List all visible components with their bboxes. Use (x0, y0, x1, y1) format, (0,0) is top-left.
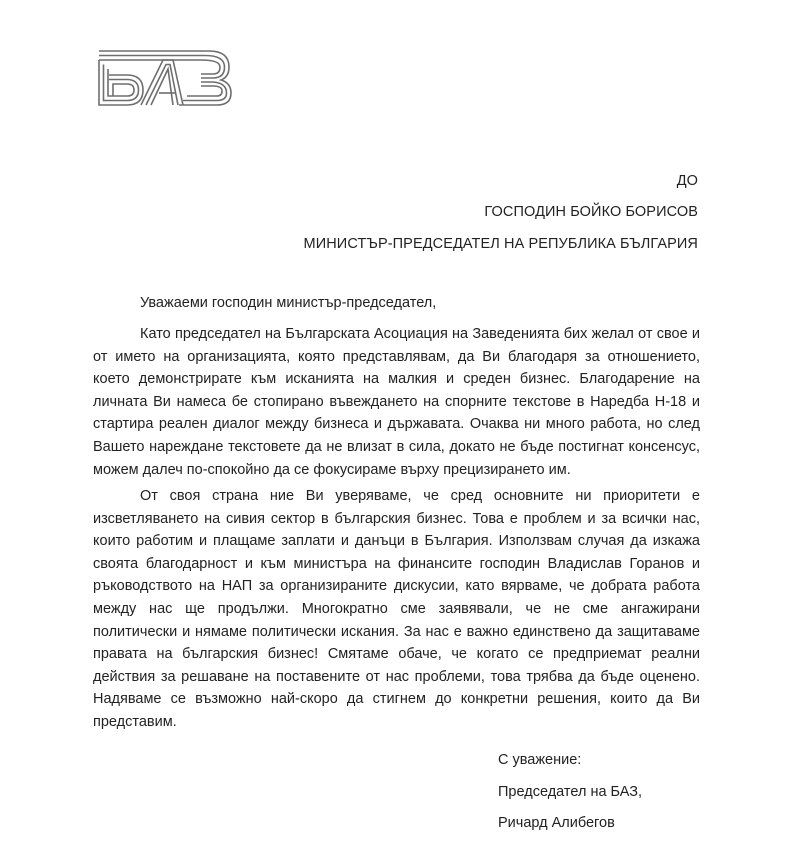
addressee-name: ГОСПОДИН БОЙКО БОРИСОВ (484, 204, 698, 220)
signature-closing: С уважение: (498, 752, 582, 768)
salutation: Уважаеми господин министър-председател, (140, 295, 437, 311)
addressee-title: МИНИСТЪР-ПРЕДСЕДАТЕЛ НА РЕПУБЛИКА БЪЛГАРИЯ (303, 236, 698, 252)
addressee-to: ДО (676, 173, 698, 189)
signature-name: Ричард Алибегов (498, 815, 615, 831)
baz-logo (97, 48, 235, 108)
paragraph-1: Като председател на Българската Асоциация на Заведенията бих желал от свое и от името на организацията, която представлявам, да Ви благодаря за отношението, което демонстрирате към исканията на малкия и среден бизнес. Благодарение на личната Ви намеса бе стопирано въвеждането на спорните текстове в Наредба Н-18 и стартира реален диалог между бизнеса и държавата. Очаква ни много работа, но след Вашето нареждане текстовете да не влизат в сила, докато не бъде постигнат консенсус, можем далеч по-спокойно да се фокусираме върху прецизирането им. (93, 326, 700, 478)
paragraph-2: От своя страна ние Ви уверяваме, че сред основните ни приоритети е изсветляването на сивия сектор в българския бизнес. Това е проблем и за всички нас, които работим и плащаме заплати и данъци в България. Използвам случая да изкажа своята благодарност и към министъра на финансите господин Владислав Горанов и ръководството на НАП за организираните дискусии, като вярваме, че добрата работа между нас ще продължи. Многократно сме заявявали, че не сме ангажирани политически и нямаме политически искания. За нас е важно единствено да защитаваме правата на българския бизнес! Смятаме обаче, че когато се предприемат реални действия за решаване на поставените от нас проблеми, това трябва да бъде оценено. Надяваме се възможно най-скоро да стигнем до конкретни решения, които да Ви представим. (93, 488, 700, 730)
signature-position: Председател на БАЗ, (498, 784, 643, 800)
baz-logo-icon (97, 48, 235, 108)
